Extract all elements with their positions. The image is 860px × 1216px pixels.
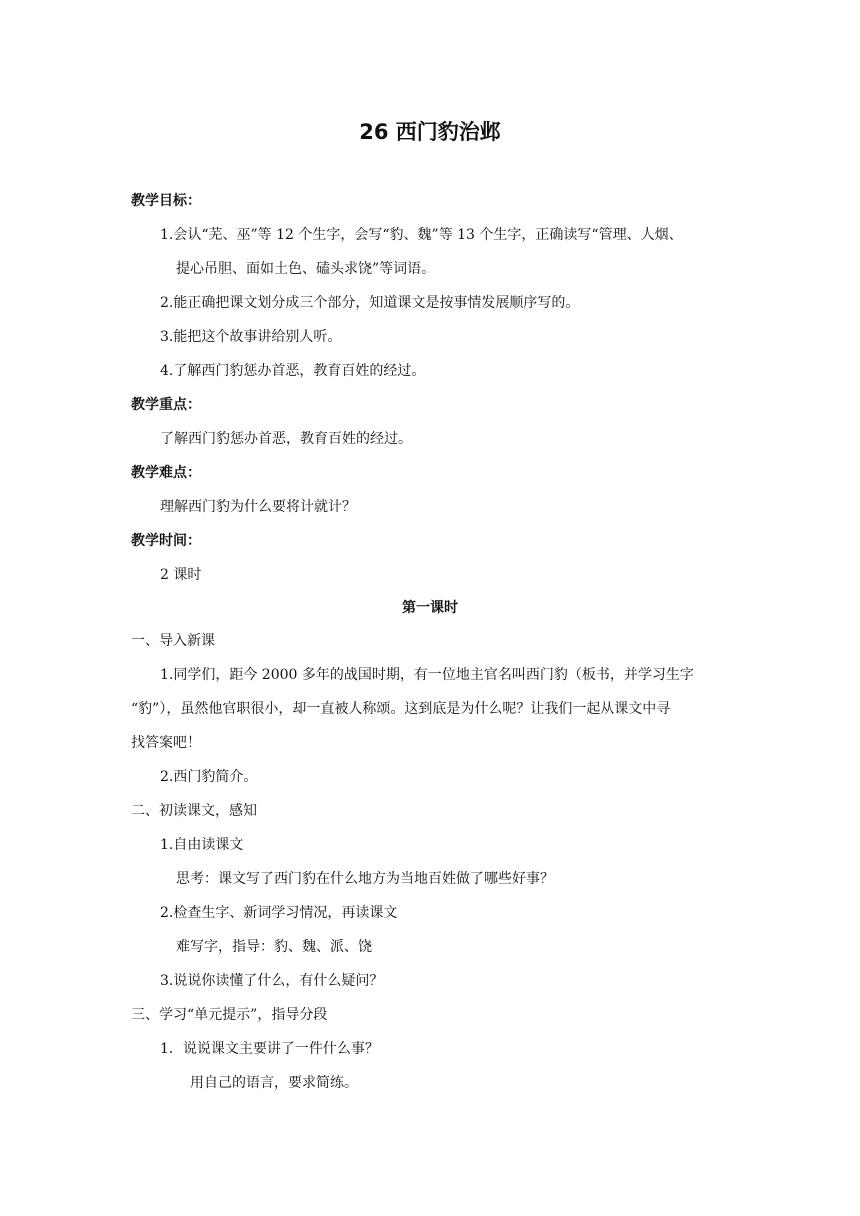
- objectives-heading: 教学目标：: [131, 193, 201, 209]
- section-heading: 一、导入新课: [131, 633, 215, 649]
- objective-line: 2.能正确把课文划分成三个部分，知道课文是按事情发展顺序写的。: [160, 295, 580, 311]
- lesson-heading: 第一课时: [402, 600, 458, 616]
- section-heading: 二、初读课文，感知: [131, 803, 257, 819]
- time-text: 2 课时: [160, 567, 202, 583]
- objective-line: 1.会认“芜、巫”等 12 个生字，会写“豹、魏”等 13 个生字，正确读写“管理、人烟、: [160, 227, 683, 243]
- section-line: 1.同学们，距今 2000 多年的战国时期，有一位地主官名叫西门豹（板书，并学习生字: [160, 667, 694, 683]
- section-heading: 三、学习“单元提示”，指导分段: [131, 1007, 328, 1023]
- section-line: 2.检查生字、新词学习情况，再读课文: [160, 905, 398, 921]
- section-line: 3.说说你读懂了什么，有什么疑问？: [160, 973, 384, 989]
- section-line: 用自己的语言，要求简练。: [190, 1075, 358, 1091]
- objective-line: 3.能把这个故事讲给别人听。: [160, 329, 342, 345]
- key-points-heading: 教学重点：: [131, 397, 201, 413]
- difficulty-heading: 教学难点：: [131, 465, 201, 481]
- section-line: “豹”），虽然他官职很小，却一直被人称颂。这到底是为什么呢？让我们一起从课文中寻: [131, 701, 671, 717]
- objective-line: 提心吊胆、面如土色、磕头求饶”等词语。: [176, 261, 436, 277]
- objective-line: 4.了解西门豹惩办首恶，教育百姓的经过。: [160, 363, 426, 379]
- document-title: 26 西门豹治邺: [359, 120, 501, 144]
- key-points-text: 了解西门豹惩办首恶，教育百姓的经过。: [160, 431, 412, 447]
- section-line: 2.西门豹简介。: [160, 769, 258, 785]
- section-line: 1．说说课文主要讲了一件什么事？: [160, 1041, 379, 1057]
- difficulty-text: 理解西门豹为什么要将计就计？: [160, 499, 356, 515]
- section-line: 难写字，指导：豹、魏、派、饶: [176, 939, 372, 955]
- section-line: 找答案吧！: [131, 735, 201, 751]
- section-line: 1.自由读课文: [160, 837, 244, 853]
- section-line: 思考：课文写了西门豹在什么地方为当地百姓做了哪些好事？: [176, 871, 554, 887]
- time-heading: 教学时间：: [131, 533, 201, 549]
